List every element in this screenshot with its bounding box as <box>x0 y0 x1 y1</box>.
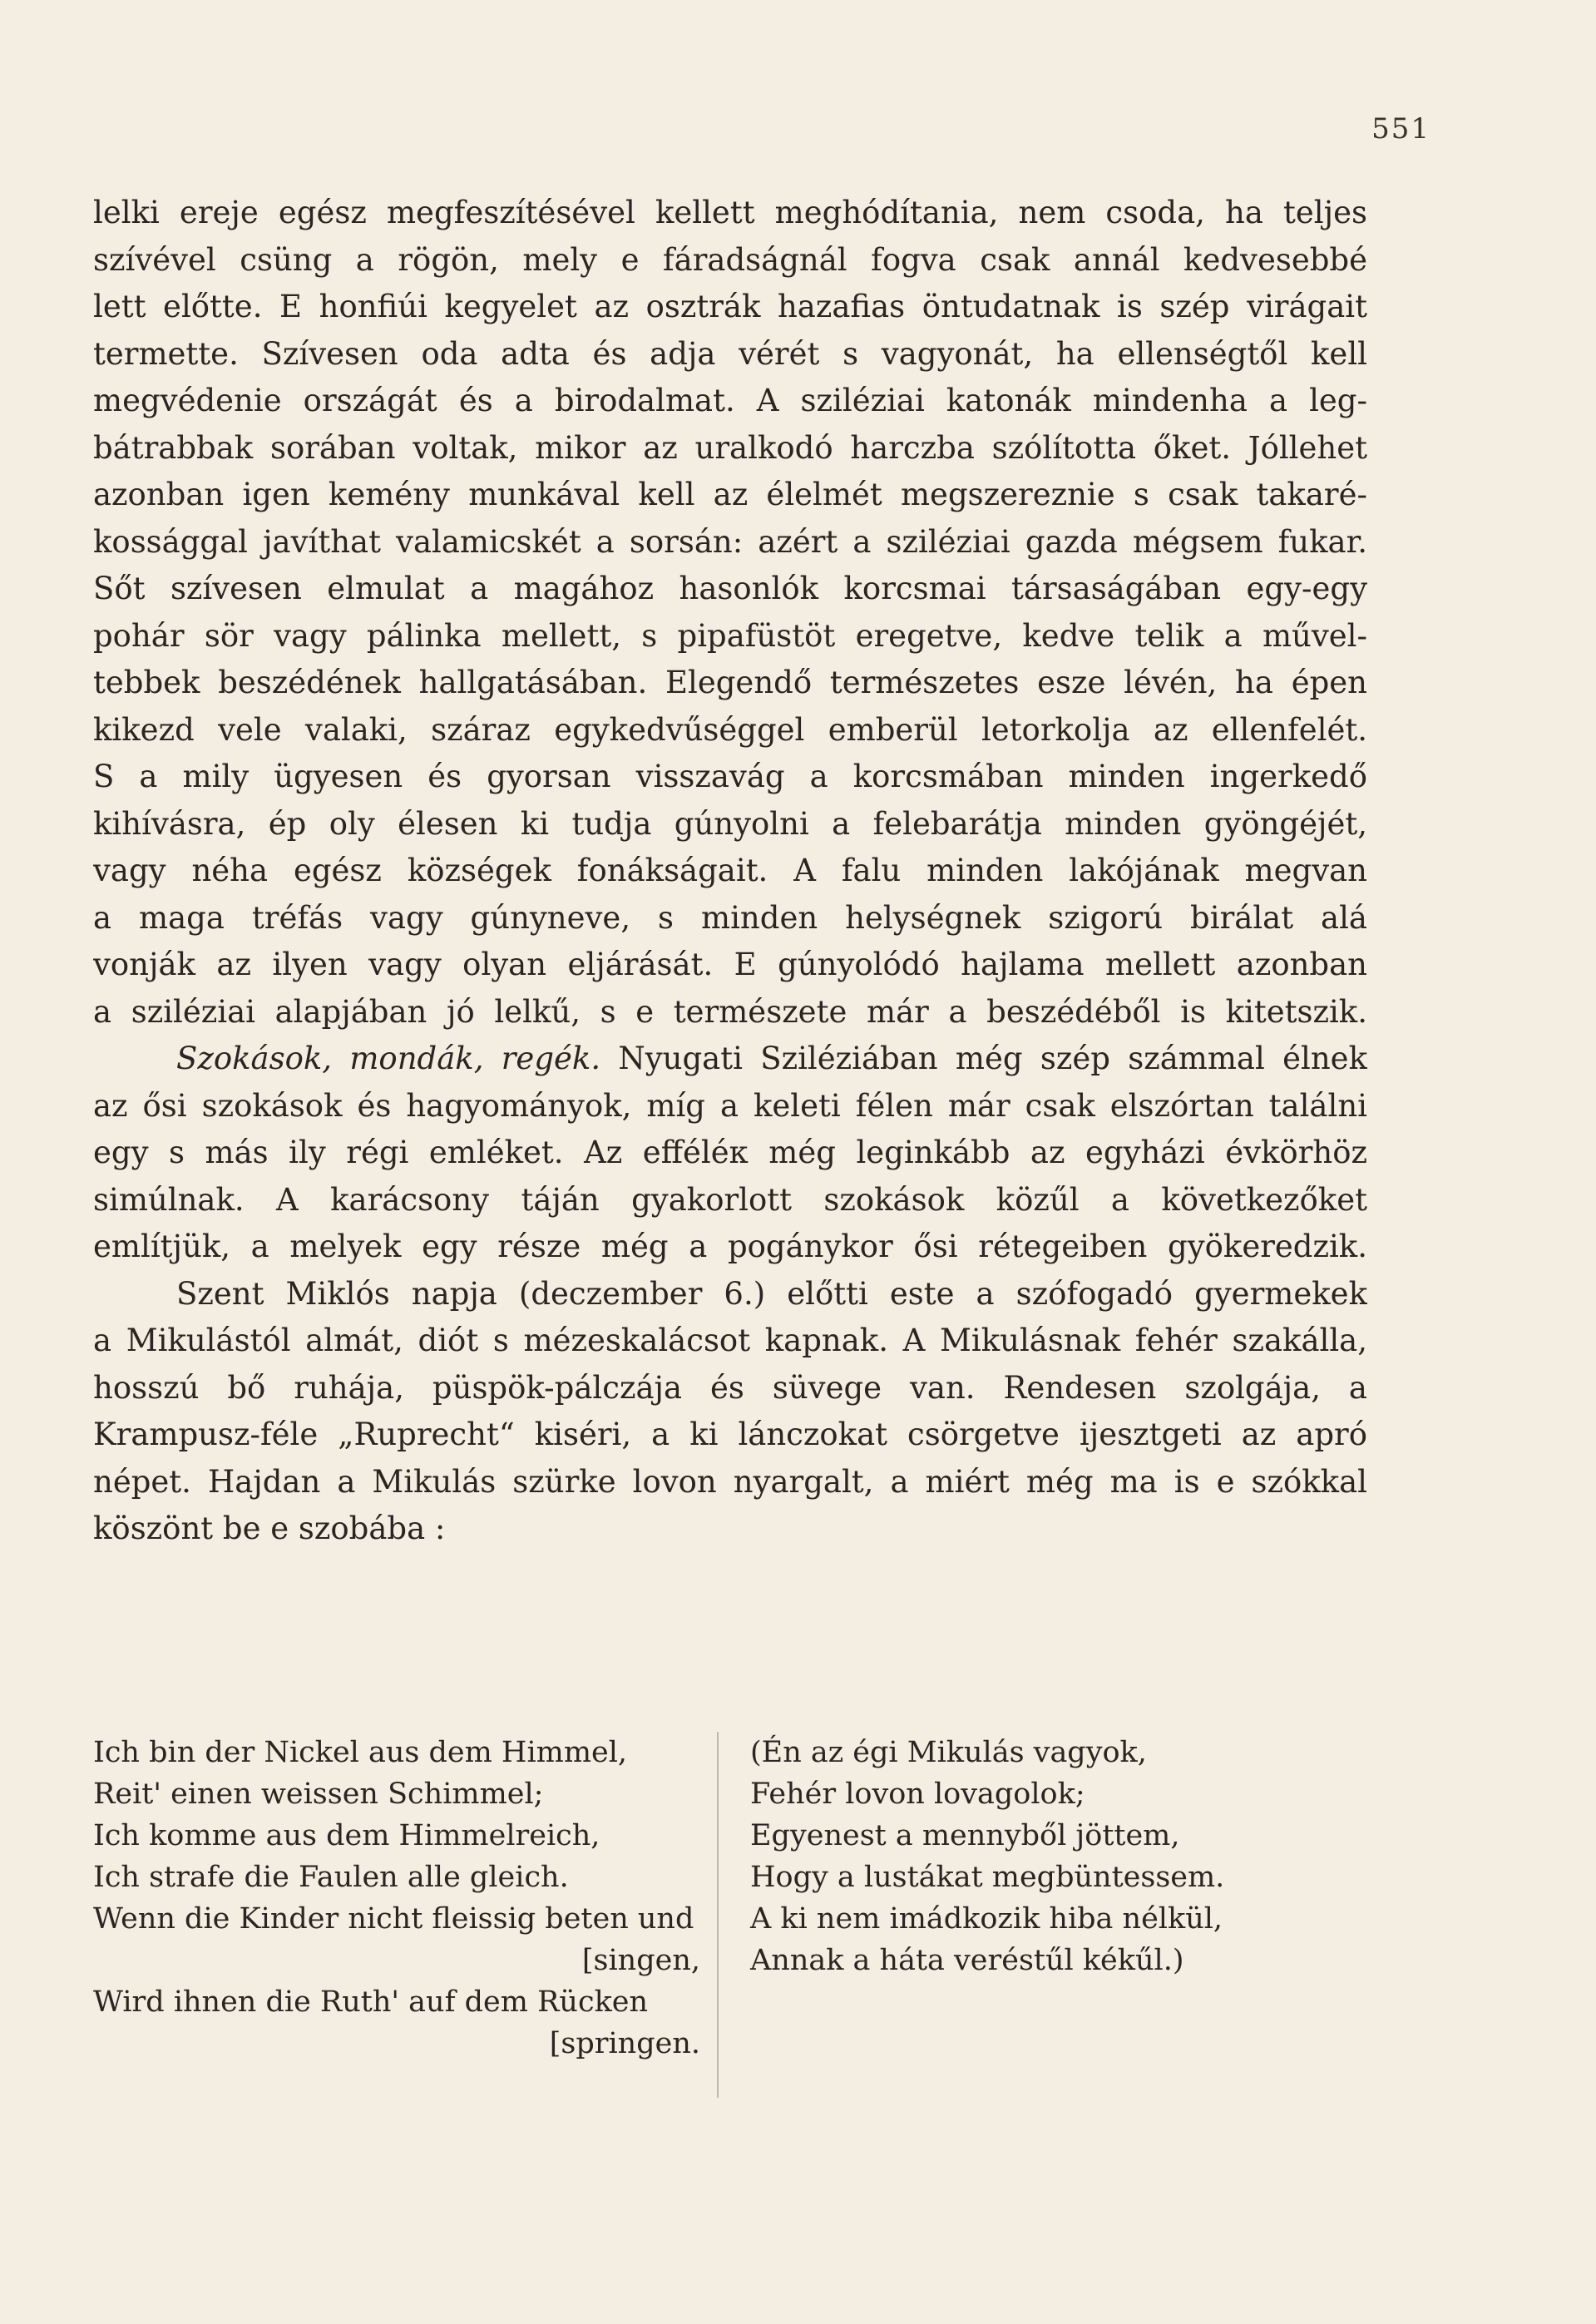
text-line: a maga tréfás vagy gúnyneve, s minden helységnek szigorú birálat alá <box>93 899 1367 936</box>
text-line: Szent Miklós napja (deczember 6.) előtti este a szófogadó gyermekek <box>176 1275 1367 1312</box>
text-line: tebbek beszédének hallgatásában. Elegendő természetes esze lévén, ha épen <box>93 665 1367 700</box>
text-line: azonban igen kemény munkával kell az élelmét megszereznie s csak takaré- <box>93 477 1367 512</box>
section-heading: Szokások, mondák, regék. <box>176 1041 601 1076</box>
text-line: egy s más ily régi emléket. Az efféléк még leginkább az egyházi évkörhöz <box>93 1135 1367 1170</box>
page-number: 551 <box>1371 112 1430 146</box>
text-line: simúlnak. A karácsony táján gyakorlott szokások közűl a következőket <box>93 1181 1367 1218</box>
text-line: köszönt be e szobába : <box>93 1511 446 1546</box>
text-line: az ősi szokások és hagyományok, míg a keleti félen már csak elszórtan találni <box>93 1087 1367 1124</box>
text-line: S a mily ügyesen és gyorsan visszavág a korcsmában minden ingerkedő <box>93 759 1367 794</box>
text-line: kossággal javíthat valamicskét a sorsán: azért a sziléziai gazda mégsem fukar. <box>93 523 1367 560</box>
section-heading-line <box>93 1036 1367 1083</box>
text-line: vonják az ilyen vagy olyan eljárását. E gúnyolódó hajlama mellett azonban <box>93 947 1367 982</box>
text-line: Sőt szívesen elmulat a magához hasonlók korcsmai társaságában egy-egy <box>93 571 1367 606</box>
poem-line: [singen, <box>581 1944 700 1977</box>
text-line: a Mikulástól almát, diót s mézeskalácsot kapnak. A Mikulásnak fehér szakálla, <box>93 1323 1367 1358</box>
text-line: a sziléziai alapjában jó lelkű, s e természete már a beszédéből is kitetszik. <box>93 993 1367 1030</box>
poem-line: Ich komme aus dem Himmelreich, <box>93 1819 600 1852</box>
text-line: Krampusz-féle „Ruprecht“ kiséri, a ki lánczokat csörgetve ijesztgeti az apró <box>93 1417 1367 1452</box>
text-line: említjük, a melyek egy része még a pogánykor ősi rétegeiben gyökeredzik. <box>93 1229 1367 1264</box>
text-line: lelki ereje egész megfeszítésével kellett meghódítania, nem csoda, ha teljes <box>93 195 1367 230</box>
text-line: szívével csüng a rögön, mely e fáradságnál fogva csak annál kedvesebbé <box>93 241 1367 278</box>
text-line: megvédenie országát és a birodalmat. A sziléziai katonák mindenha a leg- <box>93 383 1367 418</box>
poem-line: Ich strafe die Faulen alle gleich. <box>93 1861 569 1894</box>
poem <box>93 1732 1367 2114</box>
poem-german <box>93 1732 700 2064</box>
poem-line: Hogy a lustákat megbüntessem. <box>750 1861 1225 1894</box>
poem-line: Fehér lovon lovagolok; <box>750 1778 1085 1811</box>
body-text <box>93 190 1367 1553</box>
text-line: népet. Hajdan a Mikulás szürke lovon nyargalt, a miért még ma is e szókkal <box>93 1463 1367 1500</box>
poem-line: Wird ihnen die Ruth' auf dem Rücken <box>93 1985 649 2019</box>
poem-line: (Én az égi Mikulás vagyok, <box>750 1736 1147 1769</box>
poem-line: Wenn die Kinder nicht fleissig beten und <box>93 1902 694 1936</box>
poem-line: A ki nem imádkozik hiba nélkül, <box>750 1902 1223 1936</box>
text-line: kikezd vele valaki, száraz egykedvűséggel emberül letorkolja az ellenfelét. <box>93 711 1367 748</box>
poem-line: [springen. <box>549 2027 700 2060</box>
text-line: termette. Szívesen oda adta és adja vérét s vagyonát, ha ellenségtől kell <box>93 335 1367 372</box>
poem-line: Egyenest a mennyből jöttem, <box>750 1819 1180 1852</box>
text-line: kihívásra, ép oly élesen ki tudja gúnyolni a felebarátja minden gyöngéjét, <box>93 805 1367 842</box>
text-line: hosszú bő ruhája, püspök-pálczája és süvege van. Rendesen szolgája, a <box>93 1369 1367 1406</box>
text-line: bátrabbak sorában voltak, mikor az uralkodó harczba szólította őket. Jóllehet <box>93 429 1367 466</box>
poem-line: Reit' einen weissen Schimmel; <box>93 1778 544 1811</box>
text-line: lett előtte. E honfiúi kegyelet az osztrák hazafias öntudatnak is szép virágait <box>93 289 1367 324</box>
text-line: pohár sör vagy pálinka mellett, s pipafüstöt eregetve, kedve telik a művel- <box>93 617 1367 654</box>
text-line: vagy néha egész községek fonákságait. A falu minden lakójának megvan <box>93 853 1367 888</box>
poem-line: Ich bin der Nickel aus dem Himmel, <box>93 1736 628 1769</box>
poem-hungarian <box>750 1732 1366 1981</box>
poem-line: Annak a háta veréstűl kékűl.) <box>750 1944 1184 1977</box>
poem-divider <box>717 1732 735 2098</box>
text-span: Nyugati Sziléziában még szép számmal élnek <box>600 1041 1367 1076</box>
